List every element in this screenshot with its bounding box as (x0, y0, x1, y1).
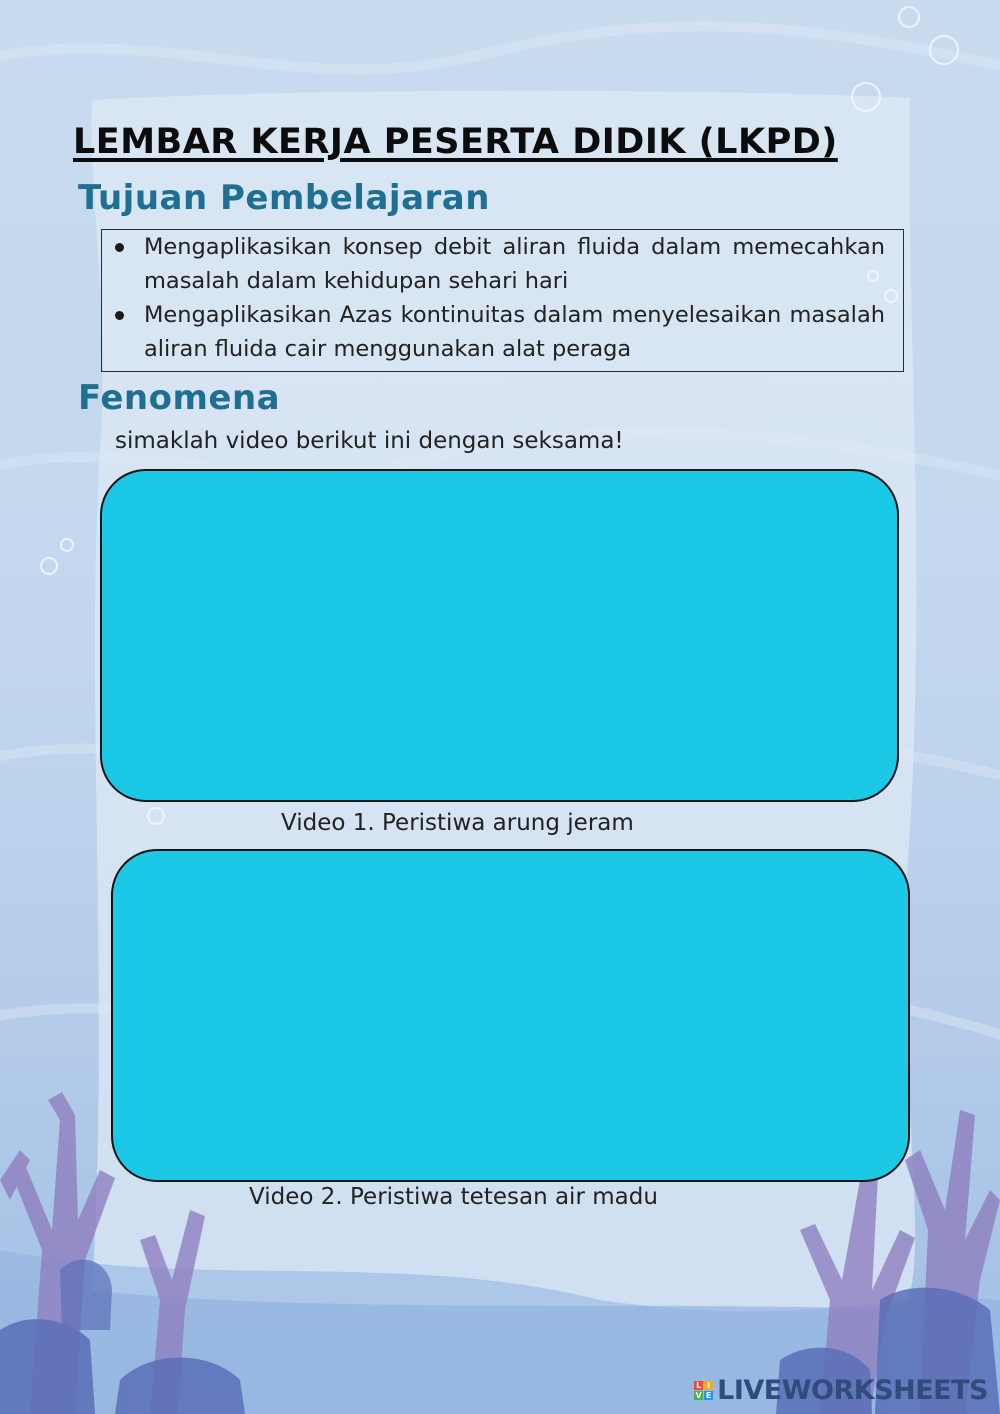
learning-goal-text: Mengaplikasikan konsep debit aliran fluida dalam memecahkan masalah dalam kehidupan sehari hari (144, 234, 885, 294)
video-1-placeholder[interactable] (100, 469, 899, 802)
learning-goal-item (144, 230, 885, 298)
learning-goals-box (101, 229, 904, 372)
video-2-placeholder[interactable] (111, 849, 910, 1182)
liveworksheets-wordmark: LIVEWORKSHEETS (717, 1375, 988, 1406)
logo-letter-e: E (705, 1391, 712, 1400)
phenomenon-instruction: simaklah video berikut ini dengan seksama! (115, 428, 624, 454)
logo-letter-i: I (704, 1381, 713, 1390)
logo-letter-v: V (695, 1391, 702, 1400)
learning-goal-text: Mengaplikasikan Azas kontinuitas dalam menyelesaikan masalah aliran fluida cair menggunakan alat peraga (144, 302, 885, 362)
liveworksheets-brand[interactable] (694, 1375, 988, 1406)
video-1-caption: Video 1. Peristiwa arung jeram (281, 810, 634, 836)
learning-goals-list (144, 230, 885, 366)
page-title: LEMBAR KERJA PESERTA DIDIK (LKPD) (73, 122, 838, 162)
learning-goal-item (144, 298, 885, 366)
bullet-icon (115, 243, 124, 252)
bullet-icon (115, 311, 124, 320)
learning-goals-heading: Tujuan Pembelajaran (78, 178, 490, 218)
liveworksheets-logo-icon (694, 1381, 713, 1400)
logo-letter-l: L (696, 1381, 702, 1390)
phenomenon-heading: Fenomena (78, 378, 281, 418)
video-2-caption: Video 2. Peristiwa tetesan air madu (249, 1184, 658, 1210)
